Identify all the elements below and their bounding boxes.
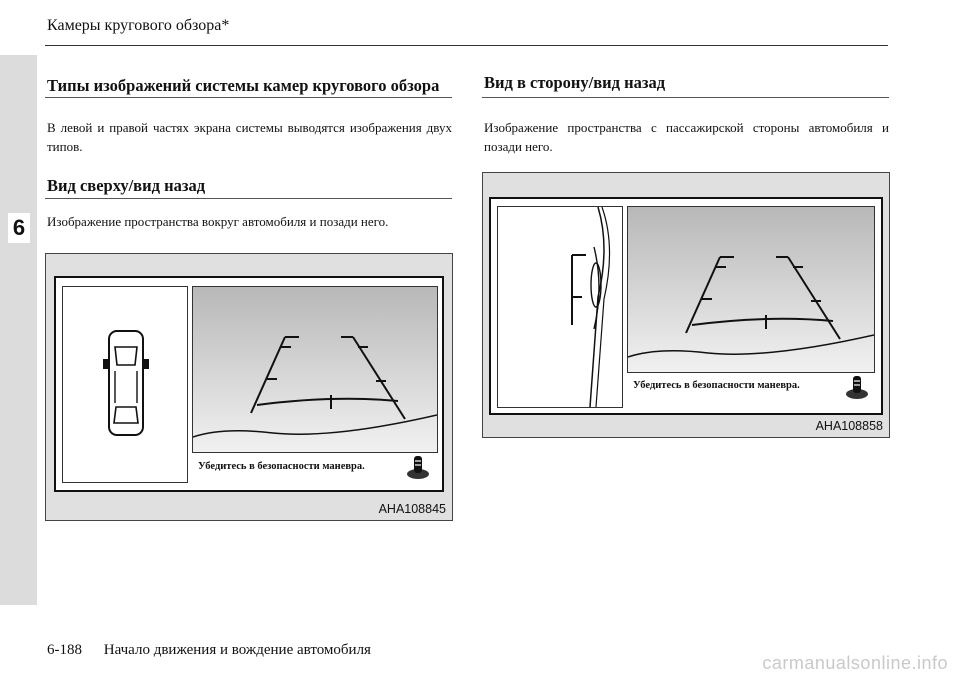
- chapter-name: Начало движения и вождение автомобиля: [103, 642, 371, 658]
- side-view-mirror-icon: [498, 207, 622, 407]
- parking-sensor-icon: [406, 452, 430, 480]
- subsection-title-top-rear: Вид сверху/вид назад: [47, 176, 206, 195]
- display-screen: [54, 276, 444, 492]
- safety-warning-text-right: Убедитесь в безопасности маневра.: [633, 380, 800, 391]
- header-rule: [45, 45, 888, 46]
- figure-code: AHA108845: [378, 502, 446, 516]
- rear-camera-panel: [192, 286, 438, 453]
- display-screen-right: [489, 197, 883, 415]
- page-number: 6-188: [47, 642, 82, 658]
- car-top-view-icon: [63, 287, 187, 482]
- figure-side-rear-view: [482, 172, 890, 438]
- chapter-side-tab: [0, 55, 37, 605]
- parking-guide-lines-right: [628, 207, 874, 372]
- parking-sensor-icon: [845, 372, 869, 400]
- side-rear-paragraph: Изображение пространства с пассажирской стороны автомобиля и позади него.: [484, 120, 889, 154]
- chapter-number: 6: [8, 213, 30, 243]
- side-view-panel: [497, 206, 623, 408]
- page-header-title: Камеры кругового обзора*: [47, 17, 230, 34]
- section-title-image-types: Типы изображений системы камер кругового обзора: [47, 76, 440, 95]
- subsection-rule: [45, 198, 452, 199]
- top-view-panel: [62, 286, 188, 483]
- safety-warning-text: Убедитесь в безопасности маневра.: [198, 461, 365, 472]
- figure-code-right: AHA108858: [815, 419, 883, 433]
- figure-top-rear-view: [45, 253, 453, 521]
- watermark: carmanualsonline.info: [762, 653, 948, 673]
- section-rule-right: [482, 97, 889, 98]
- section-rule: [45, 97, 452, 98]
- page-footer: [47, 642, 371, 659]
- parking-guide-lines: [193, 287, 437, 452]
- rear-camera-panel-right: [627, 206, 875, 373]
- section-title-side-rear: Вид в сторону/вид назад: [484, 73, 666, 92]
- subsection-paragraph: Изображение пространства вокруг автомобиля и позади него.: [47, 214, 389, 229]
- intro-paragraph: В левой и правой частях экрана системы выводятся изображения двух типов.: [47, 120, 452, 154]
